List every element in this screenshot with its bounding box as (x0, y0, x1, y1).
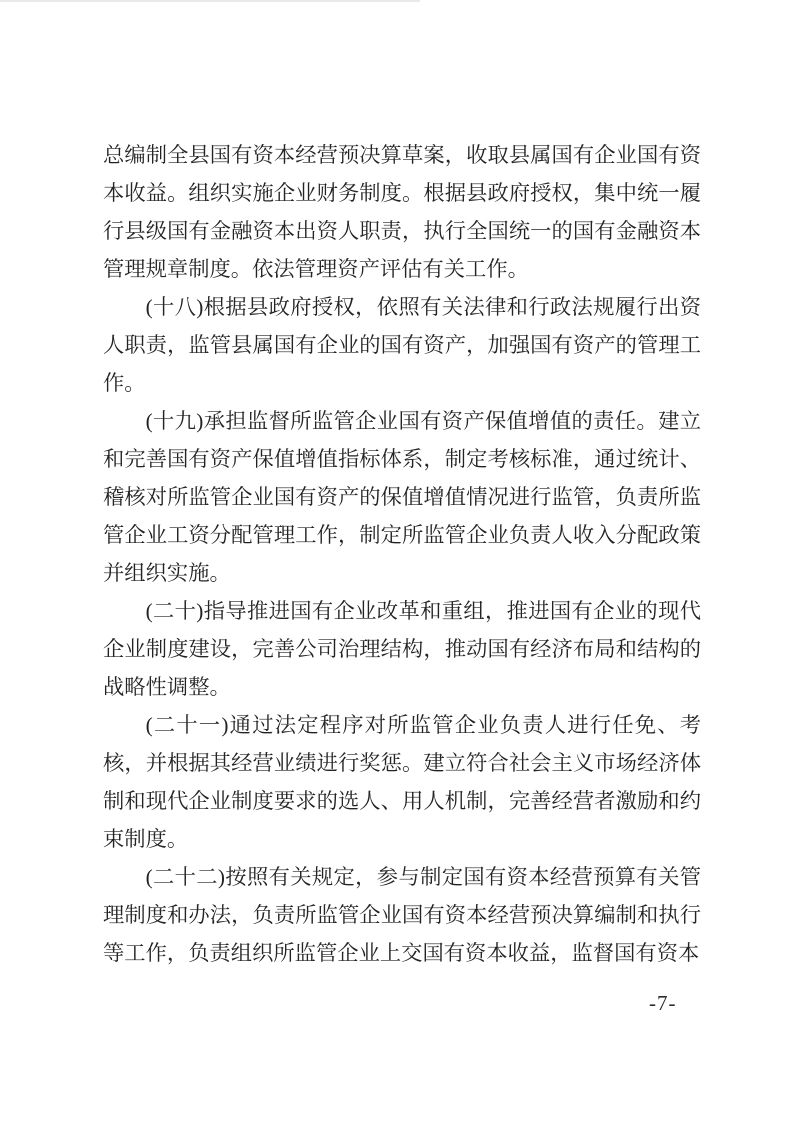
scan-edge-artifact (0, 0, 420, 2)
paragraph: (二十二)按照有关规定，参与制定国有资本经营预算有关管理制度和办法，负责所监管企业国有资本经营预决算编制和执行等工作，负责组织所监管企业上交国有资本收益，监督国有资本 (103, 865, 701, 965)
paragraph: (二十一)通过法定程序对所监管企业负责人进行任免、考核，并根据其经营业绩进行奖惩。建立符合社会主义市场经济体制和现代企业制度要求的选人、用人机制，完善经营者激励和约束制度。 (103, 713, 701, 851)
page-number: -7- (649, 991, 677, 1015)
document-body (103, 136, 701, 972)
paragraph: (二十)指导推进国有企业改革和重组，推进国有企业的现代企业制度建设，完善公司治理结构，推动国有经济布局和结构的战略性调整。 (103, 599, 701, 699)
paragraph: (十八)根据县政府授权，依照有关法律和行政法规履行出资人职责，监管县属国有企业的国有资产，加强国有资产的管理工作。 (103, 295, 701, 395)
paragraph: (十九)承担监督所监管企业国有资产保值增值的责任。建立和完善国有资产保值增值指标体系，制定考核标准，通过统计、稽核对所监管企业国有资产的保值增值情况进行监管，负责所监管企业工资分配管理工作，制定所监管企业负责人收入分配政策并组织实施。 (103, 409, 701, 585)
paragraph: 总编制全县国有资本经营预决算草案，收取县属国有企业国有资本收益。组织实施企业财务制度。根据县政府授权，集中统一履行县级国有金融资本出资人职责，执行全国统一的国有金融资本管理规章制度。依法管理资产评估有关工作。 (103, 143, 701, 281)
